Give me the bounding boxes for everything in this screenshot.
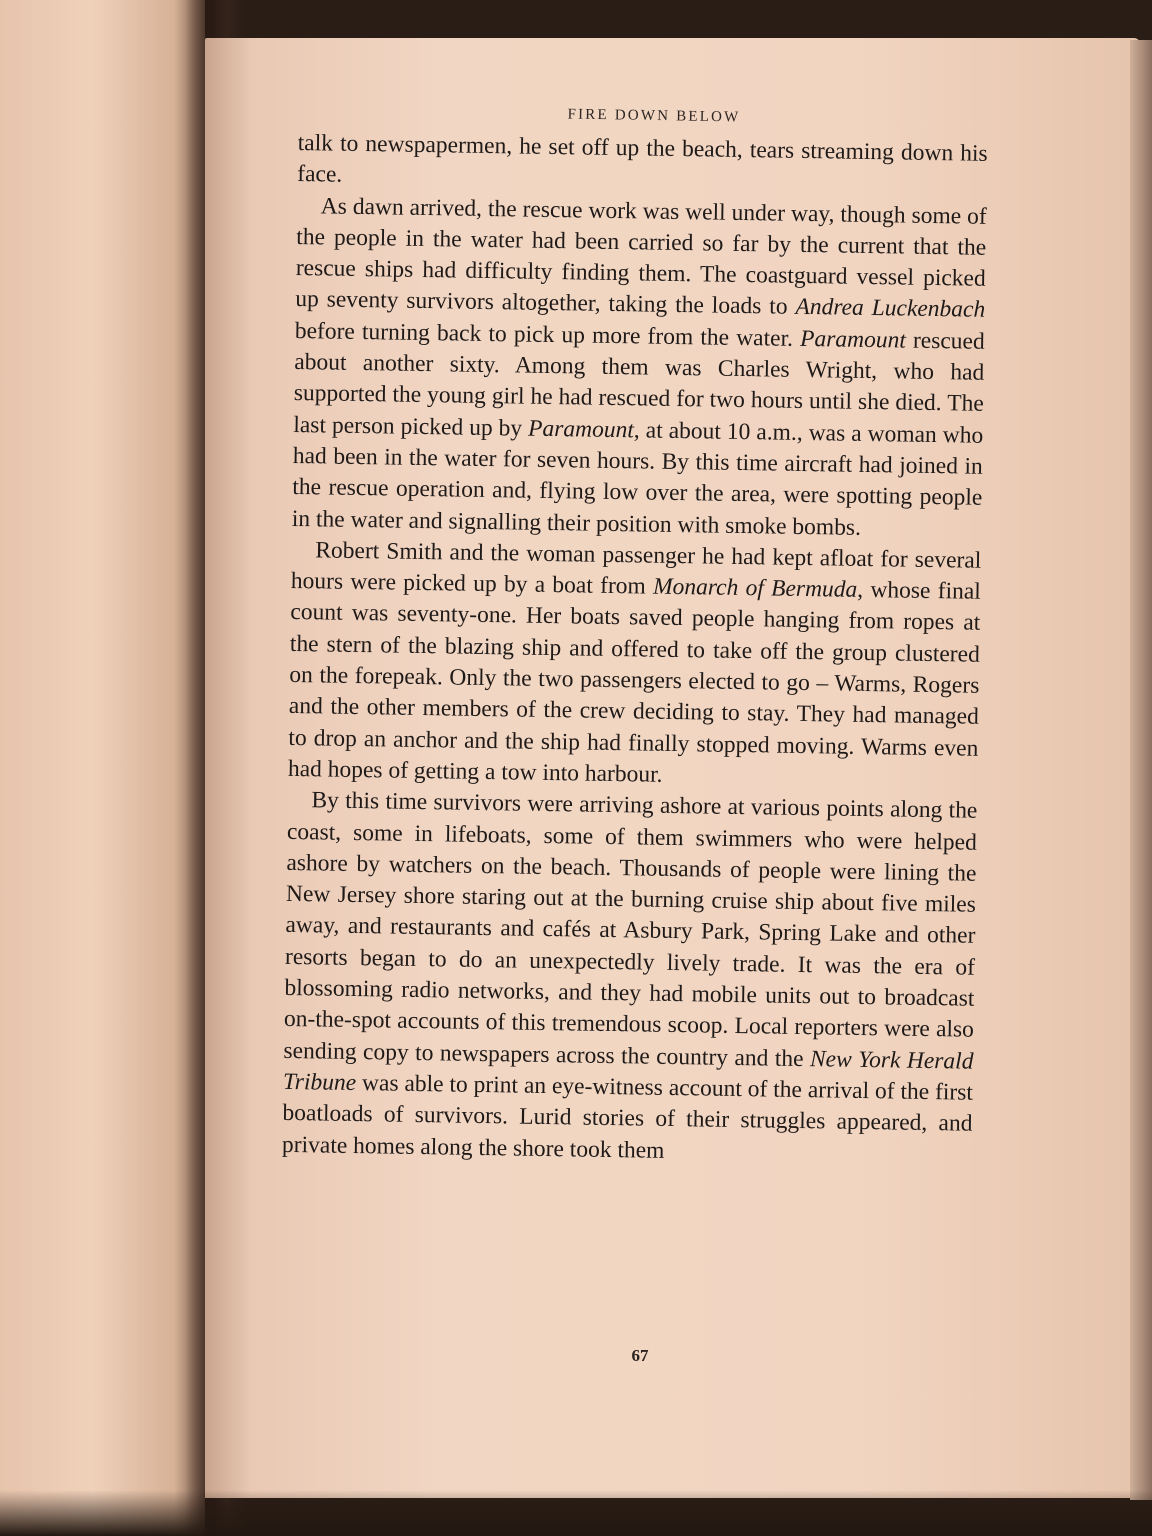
italic-text: Paramount: [527, 415, 635, 443]
paragraph: [292, 191, 987, 546]
running-header: FIRE DOWN BELOW: [567, 106, 741, 126]
italic-text: Andrea Luckenbach: [795, 294, 986, 324]
paragraph: [282, 785, 978, 1171]
text-run: talk to newspapermen, he set off up the beach, tears streaming down his face.: [297, 129, 988, 188]
text-run: rescued about another sixty. Among them was Charles Wright, who had supported the young girl he had rescued for two hours until she died. The last person picked up by: [293, 327, 985, 442]
bottom-shadow: [0, 1490, 1152, 1536]
text-run: By this time survivors were arriving ashore at various points along the coast, some in lifeboats, some of them swimmers who were helped ashore by watchers on the beach. Thousands of people were lining the New Jersey shore staring out at the burning cruise ship about five miles away, and restaurants and cafés at Asbury Park, Spring Lake and other resorts began to do an unexpectedly lively trade. It was the era of blossoming radio networks, and they had mobile units out to broadcast on-the-spot accounts of this tremendous scoop. Local reporters were also sending copy to newspapers across the country and the: [283, 787, 978, 1072]
italic-text: Monarch of Bermuda: [652, 573, 858, 603]
page-number: 67: [631, 1346, 649, 1365]
text-run: As dawn arrived, the rescue work was well under way, though some of the people in the water had been carried so far by the current that the rescue ships had difficulty finding them. The coastguard vessel picked up seventy survivors altogether, taking the loads to: [295, 192, 987, 321]
left-page: [0, 0, 205, 1536]
paragraph: [297, 128, 988, 201]
text-run: was able to print an eye-witness account of the arrival of the first boatloads of survivors. Lurid stories of their struggles appeared, and private homes along the shore took them: [281, 1069, 974, 1164]
italic-text: New York Herald Tribune: [282, 1045, 974, 1096]
text-run: before turning back to pick up more from the water.: [294, 317, 801, 352]
page-edge: [1130, 40, 1152, 1500]
text-run: , at about 10 a.m., was a woman who had been in the water for seven hours. By this time aircraft had joined in the rescue operation and, flying low over the area, were spotting people in the water and signalling their position with smoke bombs.: [291, 416, 984, 541]
italic-text: Paramount: [799, 325, 907, 354]
text-run: Robert Smith and the woman passenger he had kept afloat for several hours were picked up by a boat from: [290, 537, 982, 600]
body-text: [282, 128, 988, 1172]
paragraph: [288, 535, 982, 796]
text-run: , whose final count was seventy-one. Her boats saved people hanging from ropes at the stern of the blazing ship and offered to take off the group clustered on the forepeak. Only the two passengers elected to go – Warms, Rogers and the other members of the crew deciding to stay. They had managed to drop an anchor and the ship had finally stopped moving. Warms even had hopes of getting a tow into harbour.: [287, 576, 982, 788]
